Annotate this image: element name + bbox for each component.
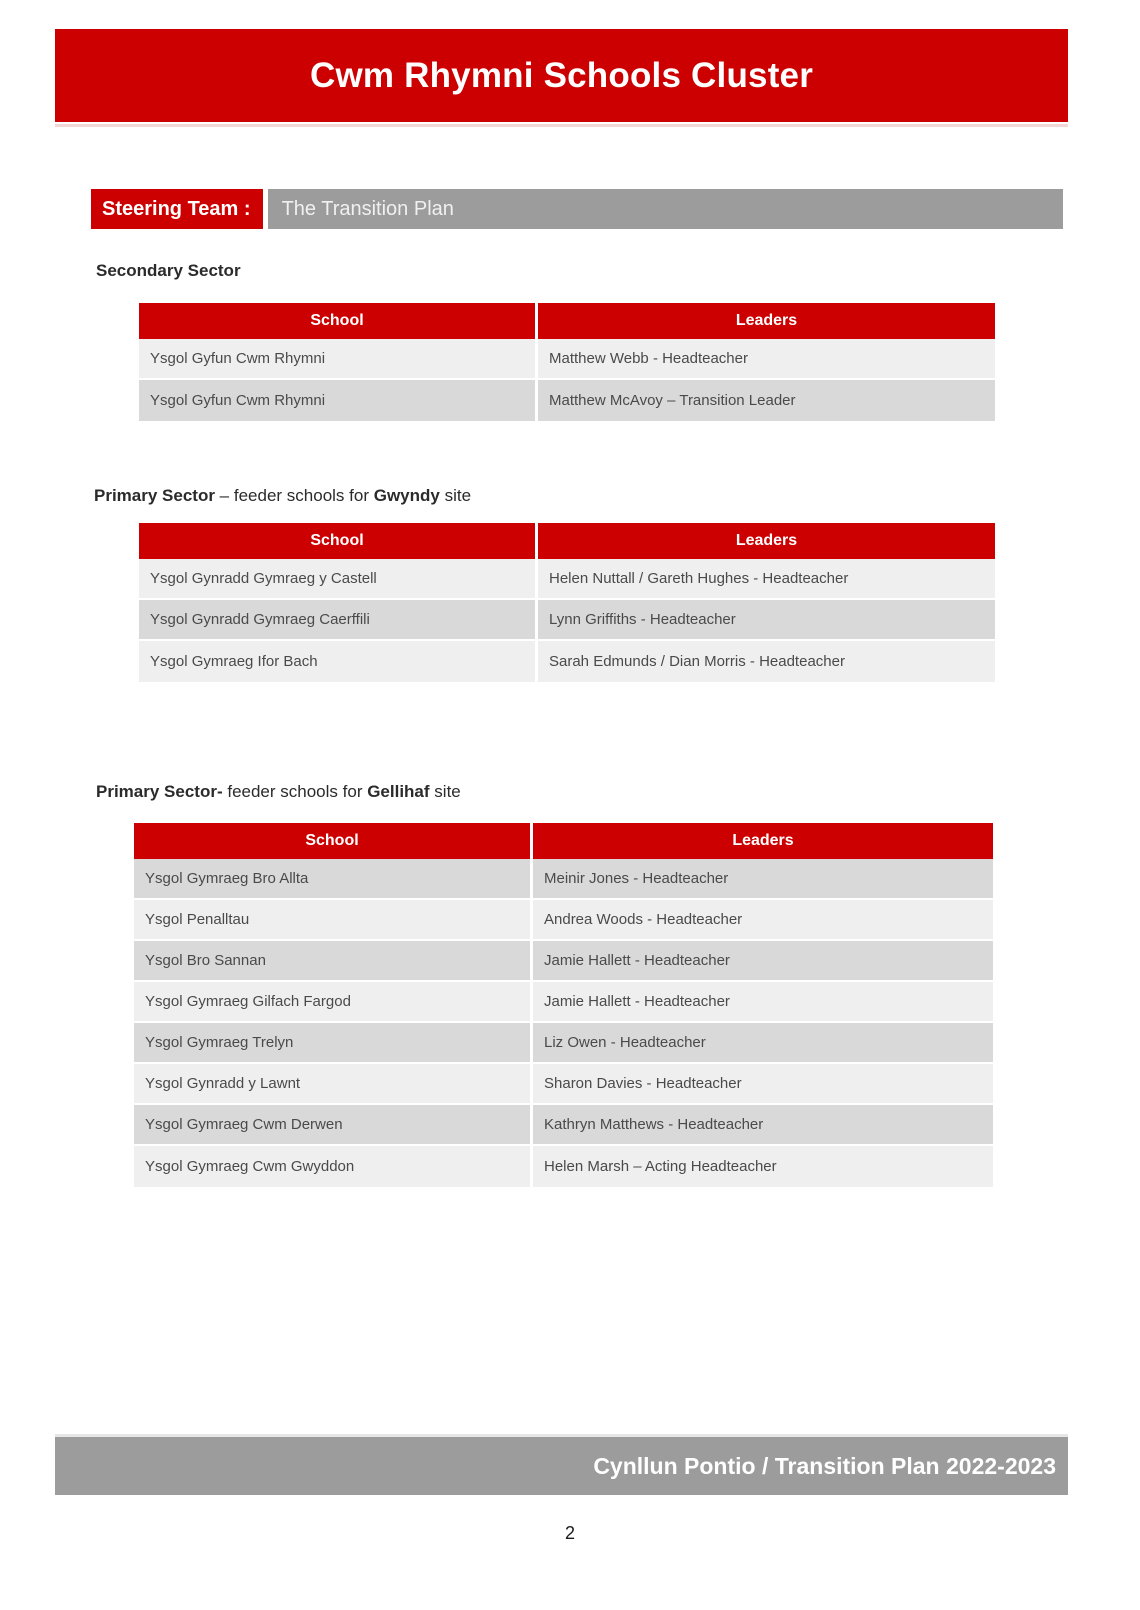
table-header-row — [139, 303, 995, 339]
section-heading-gwyndy-mid: – feeder schools for — [214, 486, 374, 505]
table-row — [139, 339, 995, 380]
cell-leader: Jamie Hallett - Headteacher — [533, 982, 993, 1023]
table-row — [134, 900, 993, 941]
section-heading-gwyndy-suffix: site — [439, 486, 472, 505]
cell-leader: Helen Nuttall / Gareth Hughes - Headteacher — [538, 559, 995, 600]
table-row — [134, 859, 993, 900]
banner-underline — [55, 124, 1068, 127]
page-title: Cwm Rhymni Schools Cluster — [309, 56, 814, 95]
table-row — [134, 1064, 993, 1105]
cell-leader: Kathryn Matthews - Headteacher — [533, 1105, 993, 1146]
section-heading-gellihaf-suffix: site — [429, 782, 461, 801]
section-heading-gwyndy-site: Gwyndy — [373, 486, 440, 505]
table-row — [134, 1105, 993, 1146]
column-header-leaders: Leaders — [538, 303, 995, 339]
cell-leader: Andrea Woods - Headteacher — [533, 900, 993, 941]
table-row — [139, 641, 995, 682]
table-primary-gwyndy — [139, 523, 995, 682]
cell-leader: Matthew Webb - Headteacher — [538, 339, 995, 380]
table-row — [134, 1023, 993, 1064]
cell-leader: Lynn Griffiths - Headteacher — [538, 600, 995, 641]
table-row — [134, 941, 993, 982]
steering-team-value: The Transition Plan — [268, 189, 1063, 229]
table-row — [139, 559, 995, 600]
cell-leader: Liz Owen - Headteacher — [533, 1023, 993, 1064]
table-header-row — [134, 823, 993, 859]
section-heading-gellihaf-prefix: Primary Sector- — [96, 782, 223, 801]
table-row — [134, 982, 993, 1023]
column-header-leaders: Leaders — [533, 823, 993, 859]
page-footer — [55, 1437, 1068, 1495]
cell-leader: Matthew McAvoy – Transition Leader — [538, 380, 995, 421]
steering-team-bar — [91, 189, 1063, 229]
table-header-row — [139, 523, 995, 559]
cell-school: Ysgol Gyfun Cwm Rhymni — [139, 339, 538, 380]
table-secondary-sector — [139, 303, 995, 421]
table-row — [139, 380, 995, 421]
cell-school: Ysgol Gymraeg Gilfach Fargod — [134, 982, 533, 1023]
steering-team-label: Steering Team : — [91, 189, 263, 229]
cell-leader: Meinir Jones - Headteacher — [533, 859, 993, 900]
cell-leader: Sharon Davies - Headteacher — [533, 1064, 993, 1105]
cell-school: Ysgol Gymraeg Bro Allta — [134, 859, 533, 900]
column-header-school: School — [139, 303, 538, 339]
cell-school: Ysgol Gymraeg Cwm Gwyddon — [134, 1146, 533, 1187]
cell-school: Ysgol Penalltau — [134, 900, 533, 941]
page-banner — [55, 29, 1068, 122]
cell-school: Ysgol Gymraeg Ifor Bach — [139, 641, 538, 682]
cell-school: Ysgol Gyfun Cwm Rhymni — [139, 380, 538, 421]
cell-school: Ysgol Gymraeg Cwm Derwen — [134, 1105, 533, 1146]
cell-school: Ysgol Gynradd Gymraeg Caerffili — [139, 600, 538, 641]
cell-school: Ysgol Bro Sannan — [134, 941, 533, 982]
cell-leader: Sarah Edmunds / Dian Morris - Headteacher — [538, 641, 995, 682]
cell-school: Ysgol Gynradd y Lawnt — [134, 1064, 533, 1105]
table-row — [139, 600, 995, 641]
section-heading-gellihaf-site: Gellihaf — [367, 782, 430, 801]
section-heading-gellihaf-mid: feeder schools for — [222, 782, 368, 801]
table-primary-gellihaf — [134, 823, 993, 1187]
column-header-school: School — [134, 823, 533, 859]
cell-school: Ysgol Gynradd Gymraeg y Castell — [139, 559, 538, 600]
section-heading-secondary-text: Secondary Sector — [96, 261, 241, 280]
section-heading-gellihaf — [96, 782, 461, 802]
section-heading-secondary — [96, 261, 241, 281]
page-number: 2 — [564, 1523, 575, 1543]
column-header-school: School — [139, 523, 538, 559]
footer-text: Cynllun Pontio / Transition Plan 2022-2023 — [593, 1452, 1056, 1479]
section-heading-gwyndy-prefix: Primary Sector — [94, 486, 215, 505]
cell-leader: Helen Marsh – Acting Headteacher — [533, 1146, 993, 1187]
column-header-leaders: Leaders — [538, 523, 995, 559]
section-heading-gwyndy — [94, 486, 471, 506]
table-row — [134, 1146, 993, 1187]
cell-leader: Jamie Hallett - Headteacher — [533, 941, 993, 982]
cell-school: Ysgol Gymraeg Trelyn — [134, 1023, 533, 1064]
